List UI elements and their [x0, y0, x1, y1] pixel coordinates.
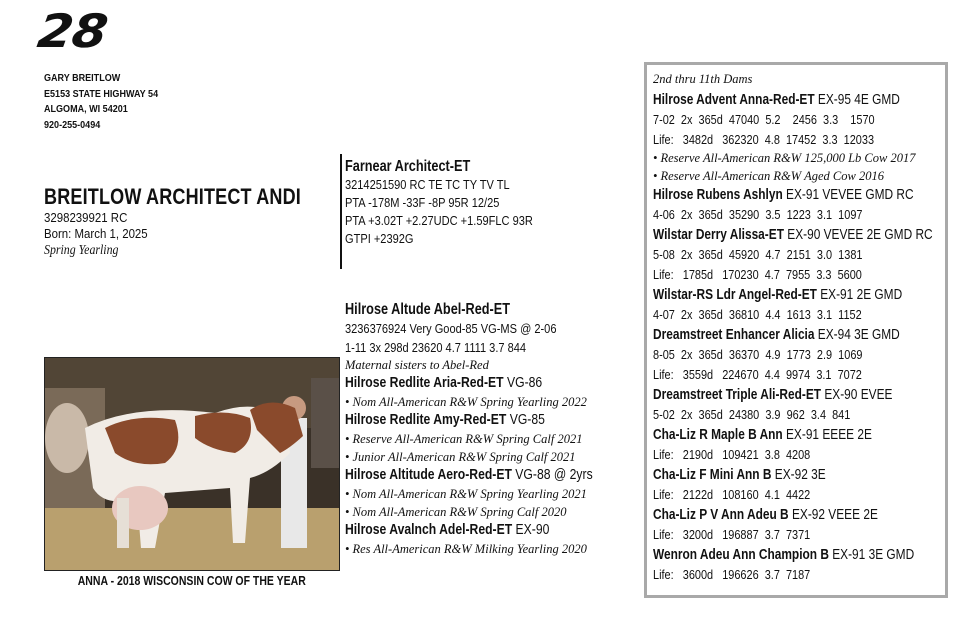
dam-entry-name: [653, 385, 933, 405]
sister-classification: VG-88 @ 2yrs: [515, 467, 593, 483]
dam-entry: [653, 185, 966, 225]
sister-award: • Res All-American R&W Milking Yearling 2020: [345, 542, 587, 556]
dams-list: [653, 90, 966, 585]
dam-entry-record: Life: 3200d 196887 3.7 7371: [653, 527, 811, 542]
sister-name-text: Hilrose Avalnch Adel-Red-ET: [345, 522, 513, 538]
cow-photo-image: [45, 358, 339, 570]
owner-block: [44, 71, 177, 133]
dam-entry-record: Life: 3559d 224670 4.4 9974 3.1 7072: [653, 367, 862, 382]
dam-block: [345, 300, 640, 558]
dam-entry-name-text: Wenron Adeu Ann Champion B: [653, 547, 829, 563]
dam-entry-record: 4-06 2x 365d 35290 3.5 1223 3.1 1097: [653, 207, 863, 222]
dams-box: [644, 62, 948, 598]
dam-entry-name-text: Hilrose Advent Anna-Red-ET: [653, 92, 815, 108]
animal-class: Spring Yearling: [44, 242, 119, 257]
sisters-label: Maternal sisters to Abel-Red: [345, 358, 489, 372]
sister-name: [345, 411, 593, 430]
dams-box-heading: 2nd thru 11th Dams: [653, 72, 753, 86]
sister-entry: [345, 466, 640, 521]
dam-entry-classification: EX-90 EVEE: [824, 387, 893, 403]
dam-entry-name: [653, 425, 933, 445]
sister-name-text: Hilrose Redlite Aria-Red-ET: [345, 375, 504, 391]
cow-photo: [44, 357, 340, 571]
sister-name: [345, 374, 593, 393]
sire-line: GTPI +2392G: [345, 231, 414, 246]
dam-entry-record: 5-02 2x 365d 24380 3.9 962 3.4 841: [653, 407, 851, 422]
dam-entry-classification: EX-94 3E GMD: [817, 327, 900, 343]
owner-name: GARY BREITLOW: [44, 72, 121, 84]
dam-entry-name: [653, 505, 933, 525]
sister-name: [345, 521, 593, 540]
dam-entry-classification: EX-90 VEVEE 2E GMD RC: [787, 227, 933, 243]
animal-name: BREITLOW ARCHITECT ANDI: [44, 184, 301, 209]
sire-name: Farnear Architect-ET: [345, 158, 471, 175]
dam-entry-name: [653, 285, 933, 305]
dam-entry-name-text: Cha-Liz F Mini Ann B: [653, 467, 772, 483]
dam-entry-name-text: Dreamstreet Triple Ali-Red-ET: [653, 387, 822, 403]
dam-line: 1-11 3x 298d 23620 4.7 1111 3.7 844: [345, 340, 527, 355]
owner-city: ALGOMA, WI 54201: [44, 103, 128, 115]
dam-entry-award: • Reserve All-American R&W Aged Cow 2016: [653, 168, 884, 183]
animal-reg: 3298239921 RC: [44, 210, 128, 225]
dam-entry-record: Life: 3600d 196626 3.7 7187: [653, 567, 811, 582]
sister-award: • Nom All-American R&W Spring Yearling 2022: [345, 395, 587, 409]
sister-award: • Reserve All-American R&W Spring Calf 2021: [345, 432, 583, 446]
sire-line: PTA -178M -33F -8P 95R 12/25: [345, 195, 500, 210]
dam-entry-record: 7-02 2x 365d 47040 5.2 2456 3.3 1570: [653, 112, 875, 127]
sister-classification: VG-86: [506, 375, 543, 391]
dam-entry-classification: EX-91 3E GMD: [832, 547, 915, 563]
dam-entry-name-text: Cha-Liz R Maple B Ann: [653, 427, 783, 443]
dam-entry-name-text: Cha-Liz P V Ann Adeu B: [653, 507, 789, 523]
sister-name: [345, 466, 593, 485]
owner-phone: 920-255-0494: [44, 118, 101, 131]
sister-name-text: Hilrose Redlite Amy-Red-ET: [345, 412, 507, 428]
dam-entry-name: [653, 185, 933, 205]
dam-entry-name-text: Wilstar-RS Ldr Angel-Red-ET: [653, 287, 817, 303]
dam-entry-record: 4-07 2x 365d 36810 4.4 1613 3.1 1152: [653, 307, 862, 322]
dam-entry: [653, 505, 966, 545]
sister-entry: [345, 521, 640, 558]
dam-entry-classification: EX-91 EEEE 2E: [785, 427, 872, 443]
sire-line: PTA +3.02T +2.27UDC +1.59FLC 93R: [345, 213, 533, 228]
animal-block: [44, 184, 357, 258]
dam-entry-name: [653, 90, 933, 110]
dam-line: 3236376924 Very Good-85 VG-MS @ 2-06: [345, 321, 557, 336]
animal-born: Born: March 1, 2025: [44, 226, 148, 241]
lot-number: 28: [34, 4, 111, 58]
dam-entry-name: [653, 545, 933, 565]
dam-entry-name: [653, 465, 933, 485]
dam-entry-award: • Reserve All-American R&W 125,000 Lb Cow 2017: [653, 151, 916, 165]
dam-entry-record: Life: 3482d 362320 4.8 17452 3.3 12033: [653, 132, 875, 147]
dam-entry: [653, 225, 966, 285]
dam-entry-classification: EX-92 3E: [774, 467, 826, 483]
pedigree-bracket: [340, 154, 342, 269]
dam-entry: [653, 385, 966, 425]
dam-entry-record: Life: 2190d 109421 3.8 4208: [653, 447, 811, 462]
dam-entry-name-text: Dreamstreet Enhancer Alicia: [653, 327, 815, 343]
sire-line: 3214251590 RC TE TC TY TV TL: [345, 177, 510, 192]
dam-entry: [653, 425, 966, 465]
dam-entry-classification: EX-91 2E GMD: [820, 287, 903, 303]
dam-entry-name-text: Wilstar Derry Alissa-ET: [653, 227, 784, 243]
dam-entry-name: [653, 225, 933, 245]
dam-entry-classification: EX-92 VEEE 2E: [791, 507, 878, 523]
dam-name: Hilrose Altude Abel-Red-ET: [345, 301, 511, 318]
sister-classification: VG-85: [509, 412, 545, 428]
dam-entry-record: 8-05 2x 365d 36370 4.9 1773 2.9 1069: [653, 347, 863, 362]
dam-entry-record: Life: 2122d 108160 4.1 4422: [653, 487, 811, 502]
photo-caption: ANNA - 2018 WISCONSIN COW OF THE YEAR: [77, 574, 307, 588]
dam-entry: [653, 465, 966, 505]
owner-address: E5153 STATE HIGHWAY 54: [44, 87, 159, 100]
dam-entry: [653, 90, 966, 185]
dam-entry: [653, 285, 966, 325]
dam-entry: [653, 325, 966, 385]
dam-entry-record: Life: 1785d 170230 4.7 7955 3.3 5600: [653, 267, 862, 282]
dam-entry-classification: EX-91 VEVEE GMD RC: [786, 187, 914, 203]
sister-entry: [345, 374, 640, 411]
dam-entry-name-text: Hilrose Rubens Ashlyn: [653, 187, 783, 203]
sister-award: • Nom All-American R&W Spring Calf 2020: [345, 505, 567, 519]
dam-entry: [653, 545, 966, 585]
dam-entry-classification: EX-95 4E GMD: [817, 92, 900, 108]
sister-award: • Junior All-American R&W Spring Calf 2021: [345, 450, 576, 464]
sister-award: • Nom All-American R&W Spring Yearling 2021: [345, 487, 587, 501]
dam-entry-name: [653, 325, 933, 345]
dam-entry-record: 5-08 2x 365d 45920 4.7 2151 3.0 1381: [653, 247, 863, 262]
sister-entry: [345, 411, 640, 466]
sister-classification: EX-90: [515, 522, 550, 538]
sire-block: [345, 158, 566, 248]
sisters-list: [345, 374, 640, 558]
sister-name-text: Hilrose Altitude Aero-Red-ET: [345, 467, 512, 483]
